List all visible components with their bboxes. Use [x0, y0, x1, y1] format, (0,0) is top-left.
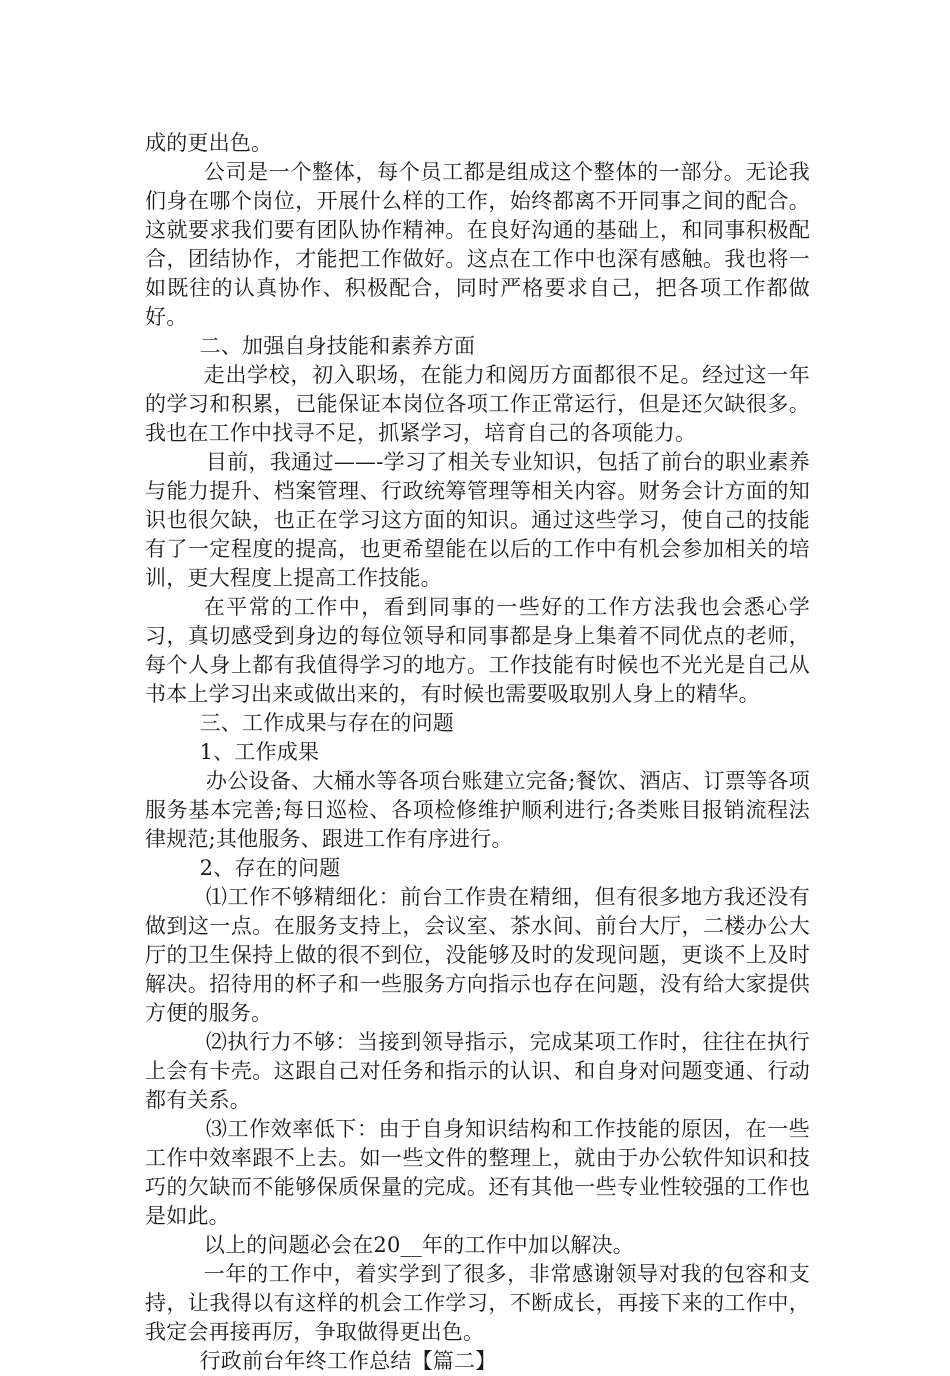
document-body: [145, 129, 810, 1376]
paragraph-learning: 目前，我通过——-学习了相关专业知识，包括了前台的职业素养与能力提升、档案管理、行政统筹管理等相关内容。财务会计方面的知识也很欠缺，也正在学习这方面的知识。通过这些学习，使自己的技能有了一定程度的提高，也更希望能在以后的工作中有机会参加相关的培训，更大程度上提高工作技能。: [145, 450, 810, 590]
paragraph-problem-2: ⑵执行力不够：当接到领导指示，完成某项工作时，往往在执行上会有卡壳。这跟自己对任务和指示的认识、和自身对问题变通、行动都有关系。: [145, 1030, 810, 1112]
paragraph-closing: 一年的工作中，着实学到了很多，非常感谢领导对我的包容和支持，让我得以有这样的机会工作学习，不断成长，再接下来的工作中，我定会再接再厉，争取做得更出色。: [145, 1262, 810, 1344]
section-heading-skills: 二、加强自身技能和素养方面: [199, 334, 476, 358]
paragraph-entering-workplace: 走出学校，初入职场，在能力和阅历方面都很不足。经过这一年的学习和积累，已能保证本岗位各项工作正常运行，但是还欠缺很多。我也在工作中找寻不足，抓紧学习，培育自己的各项能力。: [145, 363, 810, 445]
paragraph-resolution: 以上的问题必会在20__年的工作中加以解决。: [203, 1233, 634, 1257]
section-title-part-two: 行政前台年终工作总结【篇二】: [199, 1349, 497, 1373]
paragraph-teamwork: 公司是一个整体，每个员工都是组成这个整体的一部分。无论我们身在哪个岗位，开展什么样的工作，始终都离不开同事之间的配合。这就要求我们要有团队协作精神。在良好沟通的基础上，和同事积极配合，团结协作，才能把工作做好。这点在工作中也深有感触。我也将一如既往的认真协作、积极配合，同时严格要求自己，把各项工作都做好。: [145, 160, 810, 329]
paragraph-daily-work: 在平常的工作中，看到同事的一些好的工作方法我也会悉心学习，真切感受到身边的每位领导和同事都是身上集着不同优点的老师，每个人身上都有我值得学习的地方。工作技能有时候也不光光是自己从书本上学习出来或做出来的，有时候也需要吸取别人身上的精华。: [145, 595, 810, 706]
subheading-achievements: 1、工作成果: [199, 740, 320, 764]
paragraph-continuation: 成的更出色。: [145, 131, 273, 155]
paragraph-problem-1: ⑴工作不够精细化：前台工作贵在精细，但有很多地方我还没有做到这一点。在服务支持上，会议室、茶水间、前台大厅，二楼办公大厅的卫生保持上做的很不到位，没能够及时的发现问题，更谈不上及时解决。招待用的杯子和一些服务方向指示也存在问题，没有给大家提供方便的服务。: [145, 885, 810, 1025]
paragraph-problem-3: ⑶工作效率低下：由于自身知识结构和工作技能的原因，在一些工作中效率跟不上去。如一些文件的整理上，就由于办公软件知识和技巧的欠缺而不能够保质保量的完成。还有其他一些专业性较强的工作也是如此。: [145, 1117, 810, 1228]
subheading-problems: 2、存在的问题: [199, 856, 341, 880]
paragraph-achievements: 办公设备、大桶水等各项台账建立完备;餐饮、酒店、订票等各项服务基本完善;每日巡检、各项检修维护顺利进行;各类账目报销流程法律规范;其他服务、跟进工作有序进行。: [145, 769, 810, 851]
section-heading-results: 三、工作成果与存在的问题: [199, 711, 454, 735]
